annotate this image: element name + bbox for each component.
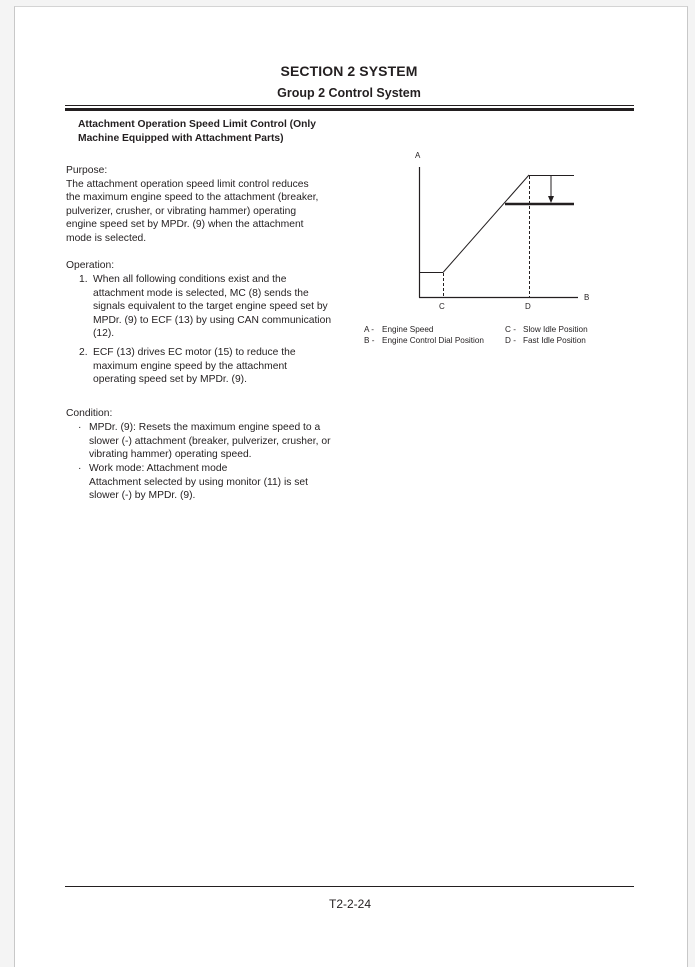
purpose-line: The attachment operation speed limit control reduces (66, 178, 309, 190)
operation-item-line: operating speed set by MPDr. (9). (93, 374, 247, 386)
axis-label-d: D (525, 302, 531, 311)
article-heading-line: Attachment Operation Speed Limit Control (Only (78, 119, 316, 130)
operation-item-number: 2. (79, 347, 88, 358)
condition-item-line: slower (-) attachment (breaker, pulverizer, crusher, or (89, 435, 331, 447)
legend-key: A - (364, 325, 375, 334)
legend-text: Engine Control Dial Position (382, 336, 484, 345)
axis-label-c: C (439, 302, 445, 311)
condition-item (89, 421, 349, 462)
condition-label: Condition: (66, 408, 113, 419)
legend-key: C - (505, 325, 516, 334)
operation-item-line: signals equivalent to the target engine speed set by (93, 301, 328, 313)
operation-item-line: maximum engine speed by the attachment (93, 360, 288, 372)
legend-text: Slow Idle Position (523, 325, 588, 334)
condition-item-line: vibrating hammer) operating speed. (89, 449, 252, 461)
purpose-line: mode is selected. (66, 232, 147, 244)
speed-ramp-line (443, 175, 529, 273)
bullet-icon: · (78, 463, 82, 474)
page-number: T2-2-24 (328, 897, 372, 911)
axis-label-b: B (584, 293, 590, 302)
condition-item-line: Attachment selected by using monitor (11) is set (89, 476, 309, 488)
condition-item (89, 462, 349, 503)
operation-item-number: 1. (79, 274, 88, 285)
legend-key: D - (505, 336, 516, 345)
operation-item-line: attachment mode is selected, MC (8) sends the (93, 287, 309, 299)
condition-item-line: slower (-) by MPDr. (9). (89, 490, 196, 502)
legend-text: Engine Speed (382, 325, 434, 334)
section-title: SECTION 2 SYSTEM (280, 63, 418, 79)
operation-label: Operation: (66, 260, 115, 271)
legend-text: Fast Idle Position (523, 336, 586, 345)
purpose-line: engine speed set by MPDr. (9) when the attachment (66, 219, 304, 231)
group-title: Group 2 Control System (277, 86, 421, 100)
engine-speed-diagram (0, 0, 695, 360)
arrow-head-icon (548, 196, 554, 203)
operation-item-line: ECF (13) drives EC motor (15) to reduce the (93, 347, 296, 358)
purpose-label: Purpose: (66, 165, 108, 176)
operation-item-line: MPDr. (9) to ECF (13) by using CAN communication (93, 314, 332, 326)
condition-item-line: Work mode: Attachment mode (89, 463, 228, 474)
footer-rule (65, 886, 634, 887)
legend-key: B - (364, 336, 375, 345)
purpose-line: the maximum engine speed to the attachment (breaker, (66, 192, 319, 204)
bullet-icon: · (78, 422, 82, 433)
axis-label-a: A (415, 151, 421, 160)
purpose-line: pulverizer, crusher, or vibrating hammer) operating (66, 205, 297, 217)
operation-item-line: When all following conditions exist and the (93, 274, 287, 285)
article-heading-line: Machine Equipped with Attachment Parts) (78, 133, 284, 144)
condition-item-line: MPDr. (9): Resets the maximum engine speed to a (89, 422, 321, 433)
operation-item-line: (12). (93, 328, 115, 340)
